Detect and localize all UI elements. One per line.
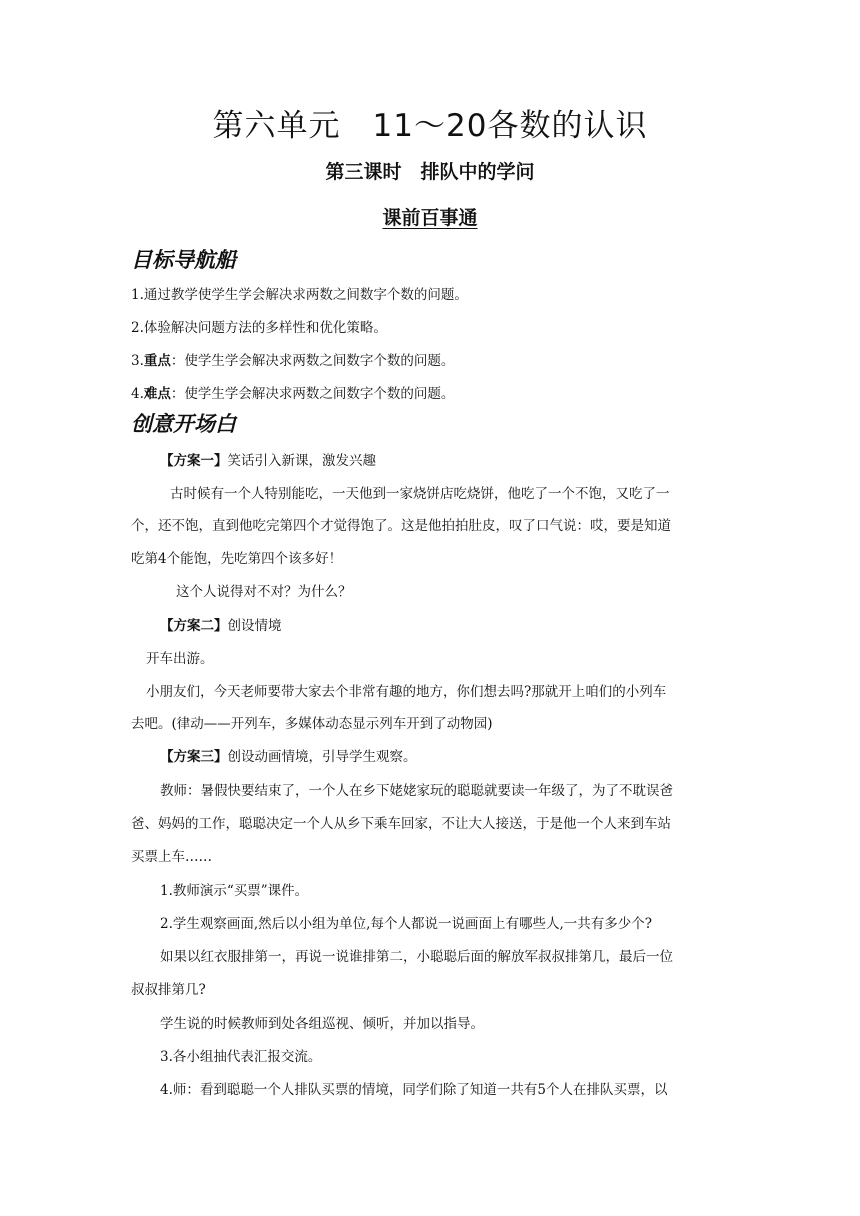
plan-1-label: 【方案一】 [160,453,228,469]
plan-3-step-1: 1.教师演示“买票”课件。 [160,883,309,899]
goal-item-3-number: 3. [131,353,144,369]
plan-1-paragraph-line-1: 古时候有一个人特别能吃，一天他到一家烧饼店吃烧饼，他吃了一个不饱，又吃了一 [170,486,670,502]
plan-2-paragraph-2-line-1: 小朋友们，今天老师要带大家去个非常有趣的地方，你们想去吗?那就开上咱们的小列车 [146,684,667,700]
plan-3-paragraph-line-2: 爸、妈妈的工作，聪聪决定一个人从乡下乘车回家，不让大人接送，于是他一个人来到车站 [131,816,671,832]
plan-3-heading [160,746,417,768]
plan-3-step-2: 2.学生观察画面,然后以小组为单位,每个人都说一说画面上有哪些人,一共有多少个? [160,916,652,932]
unit-title: 第六单元 11～20各数的认识 [212,108,648,144]
plan-3-step-4: 4.师：看到聪聪一个人排队买票的情境，同学们除了知道一共有5个人在排队买票，以 [160,1082,668,1098]
goal-item-1: 1.通过教学使学生学会解决求两数之间数字个数的问题。 [131,287,468,303]
section-banner [0,203,860,233]
plan-3-paragraph-line-1: 教师：暑假快要结束了，一个人在乡下姥姥家玩的聪聪就要读一年级了，为了不耽误爸 [160,783,673,799]
plan-3-step-2-note: 学生说的时候教师到处各组巡视、倾听，并加以指导。 [160,1016,484,1032]
difficult-point-label: 难点 [143,386,171,402]
goal-item-4-text: ：使学生学会解决求两数之间数字个数的问题。 [170,386,455,402]
goals-heading: 目标导航船 [131,248,236,272]
plan-2-paragraph-2-line-2: 去吧。(律动——开列车，多媒体动态显示列车开到了动物园) [131,716,493,732]
plan-1-question: 这个人说得对不对？为什么？ [176,584,352,600]
plan-1-title: 笑话引入新课，激发兴趣 [227,453,376,469]
plan-3-paragraph-line-3: 买票上车…… [131,849,212,865]
plan-1-heading [160,450,376,472]
lesson-subtitle: 第三课时 排队中的学问 [325,161,535,183]
plan-2-label: 【方案二】 [160,618,228,634]
plan-1-paragraph-line-2: 个，还不饱，直到他吃完第四个才觉得饱了。这是他拍拍肚皮，叹了口气说：哎，要是知道 [131,518,671,534]
goal-item-4-number: 4. [131,386,144,402]
plan-3-label: 【方案三】 [160,749,228,765]
opening-heading: 创意开场白 [131,412,236,436]
goal-item-3-text: ：使学生学会解决求两数之间数字个数的问题。 [170,353,455,369]
plan-3-step-2-detail-line-2: 叔叔排第几? [131,982,206,998]
plan-2-paragraph-1: 开车出游。 [146,651,214,667]
goal-item-3 [131,350,454,372]
goal-item-4 [131,383,454,405]
plan-2-heading [160,615,282,637]
plan-3-title: 创设动画情境，引导学生观察。 [227,749,417,765]
plan-3-step-3: 3.各小组抽代表汇报交流。 [160,1049,322,1065]
section-banner-text: 课前百事通 [382,207,478,229]
plan-3-step-2-detail-line-1: 如果以红衣服排第一，再说一说谁排第二，小聪聪后面的解放军叔叔排第几，最后一位 [160,949,673,965]
key-point-label: 重点 [143,353,171,369]
plan-2-title: 创设情境 [227,618,282,634]
plan-1-paragraph-line-3: 吃第4个能饱，先吃第四个该多好！ [131,551,343,567]
goal-item-2: 2.体验解决问题方法的多样性和优化策略。 [131,320,387,336]
